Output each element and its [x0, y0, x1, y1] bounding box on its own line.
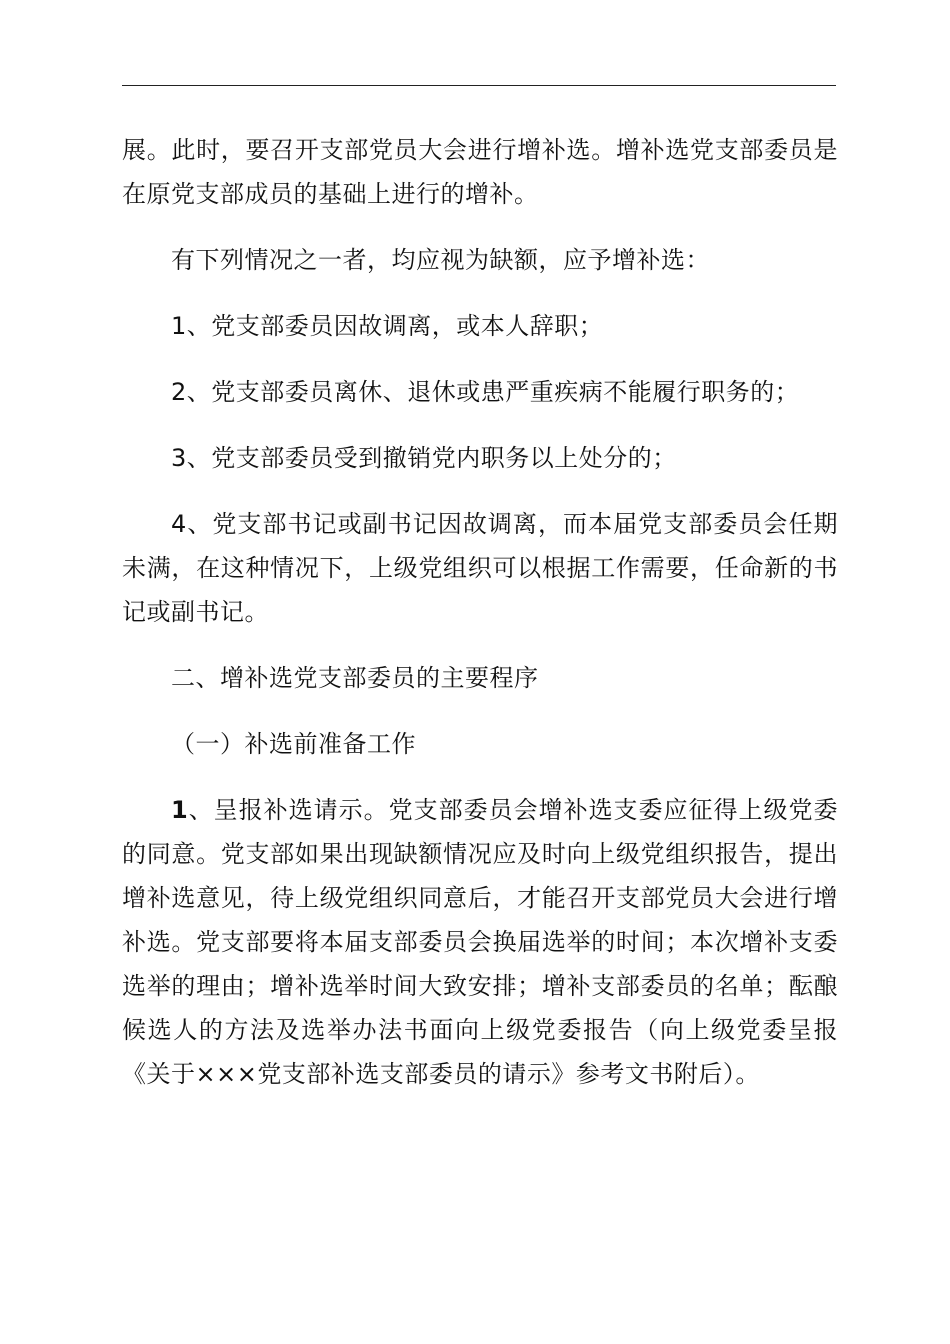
paragraph-vacancy-intro: 有下列情况之一者，均应视为缺额，应予增补选：: [171, 246, 710, 274]
list-item-3: 3、党支部委员受到撤销党内职务以上处分的；: [171, 444, 677, 472]
list-item-1: 1、党支部委员因故调离，或本人辞职；: [171, 312, 604, 340]
header-rule: [122, 85, 836, 86]
paragraph-continuation: 展。此时，要召开支部党员大会进行增补选。增补选党支部委员是在原党支部成员的基础上进行的增补。: [122, 136, 838, 208]
list-item-4: 4、党支部书记或副书记因故调离，而本届党支部委员会任期未满，在这种情况下，上级党组织可以根据工作需要，任命新的书记或副书记。: [122, 510, 838, 626]
document-body: [122, 128, 838, 1096]
paragraph-submit-request: [122, 788, 838, 1096]
list-item-2: 2、党支部委员离休、退休或患严重疾病不能履行职务的；: [171, 378, 800, 406]
section-heading-procedure: 二、增补选党支部委员的主要程序: [171, 664, 539, 692]
subsection-heading-preparation: （一）补选前准备工作: [171, 730, 416, 758]
step-text: 、呈报补选请示。党支部委员会增补选支委应征得上级党委的同意。党支部如果出现缺额情况应及时向上级党组织报告，提出增补选意见，待上级党组织同意后，才能召开支部党员大会进行增补选。党支部要将本届支部委员会换届选举的时间；本次增补支委选举的理由；增补选举时间大致安排；增补支部委员的名单；酝酿候选人的方法及选举办法书面向上级党委报告（向上级党委呈报《关于×××党支部补选支部委员的请示》参考文书附后）。: [122, 796, 838, 1088]
step-number: 1: [171, 796, 189, 824]
